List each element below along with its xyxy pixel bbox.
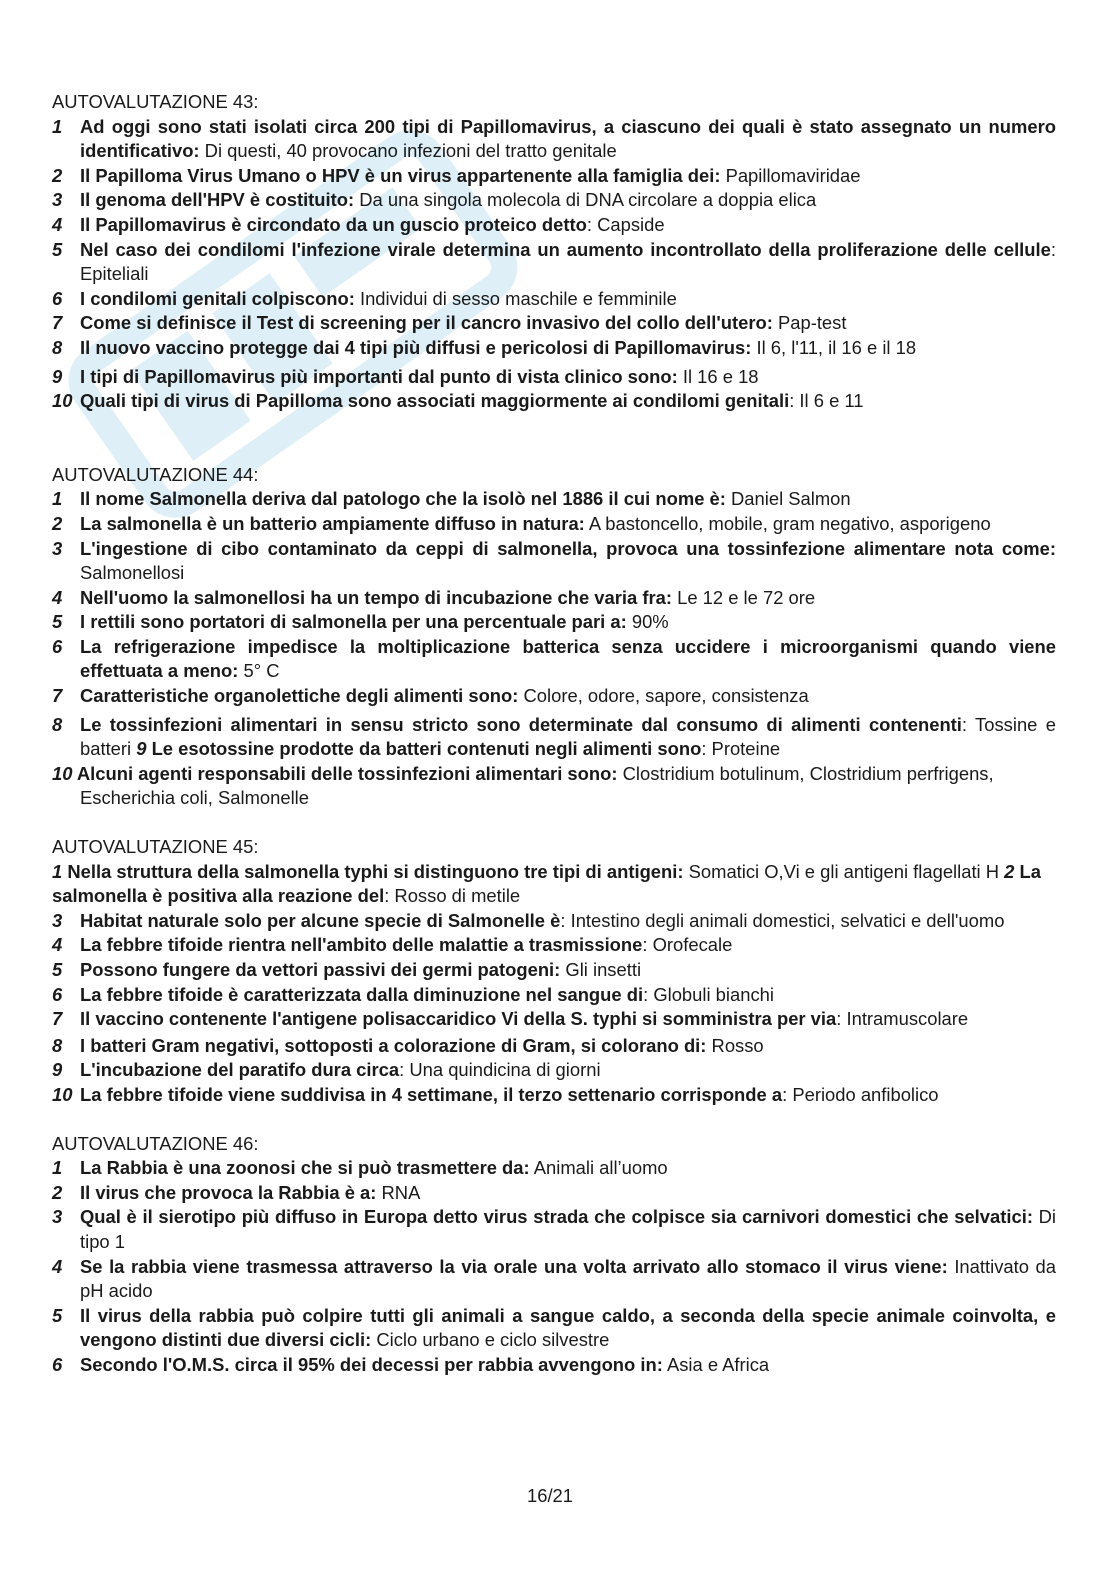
list-item: 1 Il nome Salmonella deriva dal patologo che la isolò nel 1886 il cui nome è: Daniel Salmon: [52, 488, 851, 510]
list-item: 3 Habitat naturale solo per alcune specie di Salmonelle è: Intestino degli animali domestici, selvatici e dell'uomo: [52, 909, 1005, 931]
list-item: 1 La Rabbia è una zoonosi che si può trasmettere da: Animali all’uomo: [52, 1157, 668, 1179]
list-item: 8 Le tossinfezioni alimentari in sensu stricto sono determinate dal consumo di alimenti contenenti: Tossine e batteri 9 Le esotossine prodotte da batteri contenuti negli alimenti sono: Proteine: [52, 713, 1056, 760]
list-item: 6 Secondo l'O.M.S. circa il 95% dei decessi per rabbia avvengono in: Asia e Africa: [52, 1353, 770, 1375]
list-item: 1 Ad oggi sono stati isolati circa 200 tipi di Papillomavirus, a ciascuno dei quali è stato assegnato un numero identificativo: Di questi, 40 provocano infezioni del tratto genitale: [52, 115, 1056, 162]
list-item: 2 Il virus che provoca la Rabbia è a: RNA: [52, 1181, 421, 1203]
section-title: AUTOVALUTAZIONE 45:: [52, 836, 259, 858]
list-item: 7 Caratteristiche organolettiche degli alimenti sono: Colore, odore, sapore, consistenza: [52, 685, 809, 707]
list-item: 10 Quali tipi di virus di Papilloma sono associati maggiormente ai condilomi genitali: Il 6 e 11: [52, 390, 864, 412]
list-item: 1 Nella struttura della salmonella typhi si distinguono tre tipi di antigeni: Somatici O,Vi e gli antigeni flagellati H 2 La salmonella è positiva alla reazione del: Rosso di metile: [52, 860, 1041, 907]
list-item: 8 I batteri Gram negativi, sottoposti a colorazione di Gram, si colorano di: Rosso: [52, 1034, 764, 1056]
list-item: 3 Qual è il sierotipo più diffuso in Europa detto virus strada che colpisce sia carnivori domestici che selvatici: Di tipo 1: [52, 1206, 1056, 1252]
list-item: 5 I rettili sono portatori di salmonella per una percentuale pari a: 90%: [52, 611, 669, 633]
list-item: 7 Il vaccino contenente l'antigene polisaccaridico Vi della S. typhi si somministra per via: Intramuscolare: [52, 1008, 969, 1030]
section-title: AUTOVALUTAZIONE 44:: [52, 463, 259, 485]
document-content: [52, 90, 1056, 1378]
list-item: 5 Possono fungere da vettori passivi dei germi patogeni: Gli insetti: [52, 959, 642, 980]
section-title: AUTOVALUTAZIONE 43:: [52, 91, 259, 112]
list-item: 9 L'incubazione del paratifo dura circa: Una quindicina di giorni: [52, 1059, 601, 1081]
list-item: 9 I tipi di Papillomavirus più importanti dal punto di vista clinico sono: Il 16 e 18: [52, 365, 759, 387]
list-item: 4 Se la rabbia viene trasmessa attraverso la via orale una volta arrivato allo stomaco il virus viene: Inattivato da pH acido: [52, 1255, 1056, 1302]
section-title: AUTOVALUTAZIONE 46:: [52, 1132, 259, 1154]
list-item: 4 Il Papillomavirus è circondato da un guscio proteico detto: Capside: [52, 213, 665, 235]
list-item: 3 Il genoma dell'HPV è costituito: Da una singola molecola di DNA circolare a doppia elica: [52, 189, 817, 211]
section-autovalutazione-45: [52, 835, 1056, 1108]
list-item-continuation: Escherichia coli, Salmonelle: [80, 787, 309, 809]
section-autovalutazione-43: [52, 90, 1056, 414]
list-item: 7 Come si definisce il Test di screening per il cancro invasivo del collo dell'utero: Pap-test: [52, 312, 847, 334]
list-item: 5 Nel caso dei condilomi l'infezione virale determina un aumento incontrollato della proliferazione delle cellule: Epiteliali: [52, 238, 1056, 285]
list-item: 10 La febbre tifoide viene suddivisa in 4 settimane, il terzo settenario corrisponde a: Periodo anfibolico: [52, 1083, 939, 1105]
page-number: 16/21: [526, 1485, 574, 1506]
list-item: 4 Nell'uomo la salmonellosi ha un tempo di incubazione che varia fra: Le 12 e le 72 ore: [52, 586, 816, 608]
list-item: 6 La febbre tifoide è caratterizzata dalla diminuzione nel sangue di: Globuli bianchi: [52, 983, 774, 1005]
list-item: 6 I condilomi genitali colpiscono: Individui di sesso maschile e femminile: [52, 287, 677, 309]
list-item: 4 La febbre tifoide rientra nell'ambito delle malattie a trasmissione: Orofecale: [52, 934, 733, 956]
list-item: 8 Il nuovo vaccino protegge dai 4 tipi più diffusi e pericolosi di Papillomavirus: Il 6, l'11, il 16 e il 18: [52, 336, 917, 358]
section-autovalutazione-46: [52, 1132, 1056, 1378]
section-autovalutazione-44: [52, 463, 1056, 811]
list-item: 6 La refrigerazione impedisce la moltiplicazione batterica senza uccidere i microorganismi quando viene effettuata a meno: 5° C: [52, 635, 1056, 682]
list-item: 5 Il virus della rabbia può colpire tutti gli animali a sangue caldo, a seconda della specie animale coinvolta, e vengono distinti due diversi cicli: Ciclo urbano e ciclo silvestre: [52, 1304, 1056, 1351]
list-item: 2 Il Papilloma Virus Umano o HPV è un virus appartenente alla famiglia dei: Papillomaviridae: [52, 164, 861, 186]
list-item: 3 L'ingestione di cibo contaminato da ceppi di salmonella, provoca una tossinfezione alimentare nota come: Salmonellosi: [52, 537, 1056, 584]
list-item: 2 La salmonella è un batterio ampiamente diffuso in natura: A bastoncello, mobile, gram negativo, asporigeno: [52, 512, 991, 534]
list-item: 10 Alcuni agenti responsabili delle tossinfezioni alimentari sono: Clostridium botulinum, Clostridium perfrigens,: [52, 762, 994, 784]
